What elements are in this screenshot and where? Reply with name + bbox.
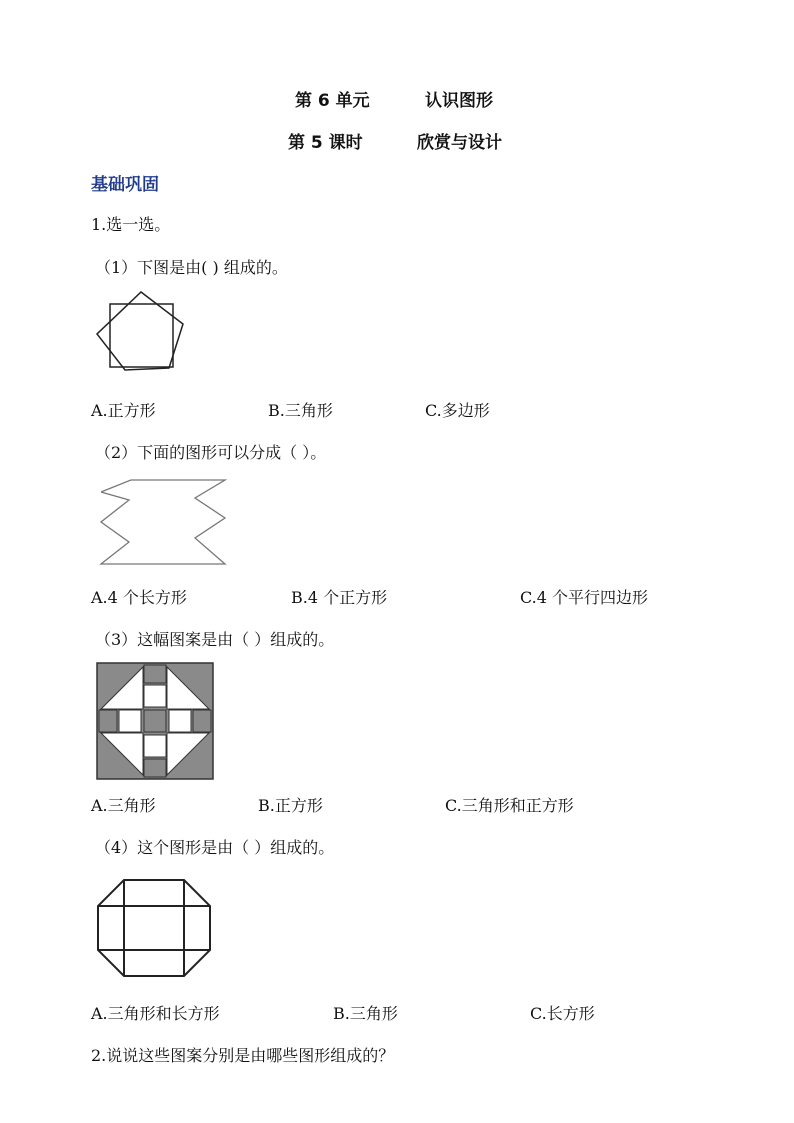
q1-sub2-option-c: C.4 个平行四边形 bbox=[520, 588, 649, 607]
q1-sub3-option-b: B.正方形 bbox=[258, 796, 323, 815]
figure-pattern-tiles bbox=[97, 663, 213, 779]
q1-sub3-prompt: （3）这幅图案是由（ ）组成的。 bbox=[95, 630, 335, 649]
figure-zigzag-shape bbox=[97, 478, 232, 568]
q1-sub2-option-a: A.4 个长方形 bbox=[91, 588, 187, 607]
q1-sub1-prompt: （1）下图是由( ) 组成的。 bbox=[95, 258, 288, 277]
unit-label: 第 6 单元 bbox=[295, 91, 370, 111]
lesson-title: 欣赏与设计 bbox=[417, 133, 502, 153]
q1-sub4-prompt: （4）这个图形是由（ ）组成的。 bbox=[95, 838, 335, 857]
q1-sub1-option-a: A.正方形 bbox=[91, 401, 156, 420]
q2-title: 2.说说这些图案分别是由哪些图形组成的？ bbox=[91, 1046, 395, 1065]
q1-sub1-option-c: C.多边形 bbox=[425, 401, 490, 420]
q1-sub2-prompt: （2）下面的图形可以分成（ ）。 bbox=[95, 443, 327, 462]
q1-sub3-option-a: A.三角形 bbox=[91, 796, 156, 815]
lesson-label: 第 5 课时 bbox=[288, 133, 363, 153]
q1-sub3-option-c: C.三角形和正方形 bbox=[445, 796, 574, 815]
q1-sub1-option-b: B.三角形 bbox=[268, 401, 333, 420]
q1-title: 1.选一选。 bbox=[91, 215, 171, 234]
section-title: 基础巩固 bbox=[91, 175, 159, 195]
q1-sub4-option-a: A.三角形和长方形 bbox=[91, 1004, 220, 1023]
q1-sub4-option-c: C.长方形 bbox=[530, 1004, 595, 1023]
figure-octagon-grid bbox=[96, 878, 212, 978]
figure-overlapping-squares bbox=[93, 290, 193, 380]
unit-title: 认识图形 bbox=[425, 91, 493, 111]
q1-sub4-option-b: B.三角形 bbox=[333, 1004, 398, 1023]
q1-sub2-option-b: B.4 个正方形 bbox=[291, 588, 388, 607]
